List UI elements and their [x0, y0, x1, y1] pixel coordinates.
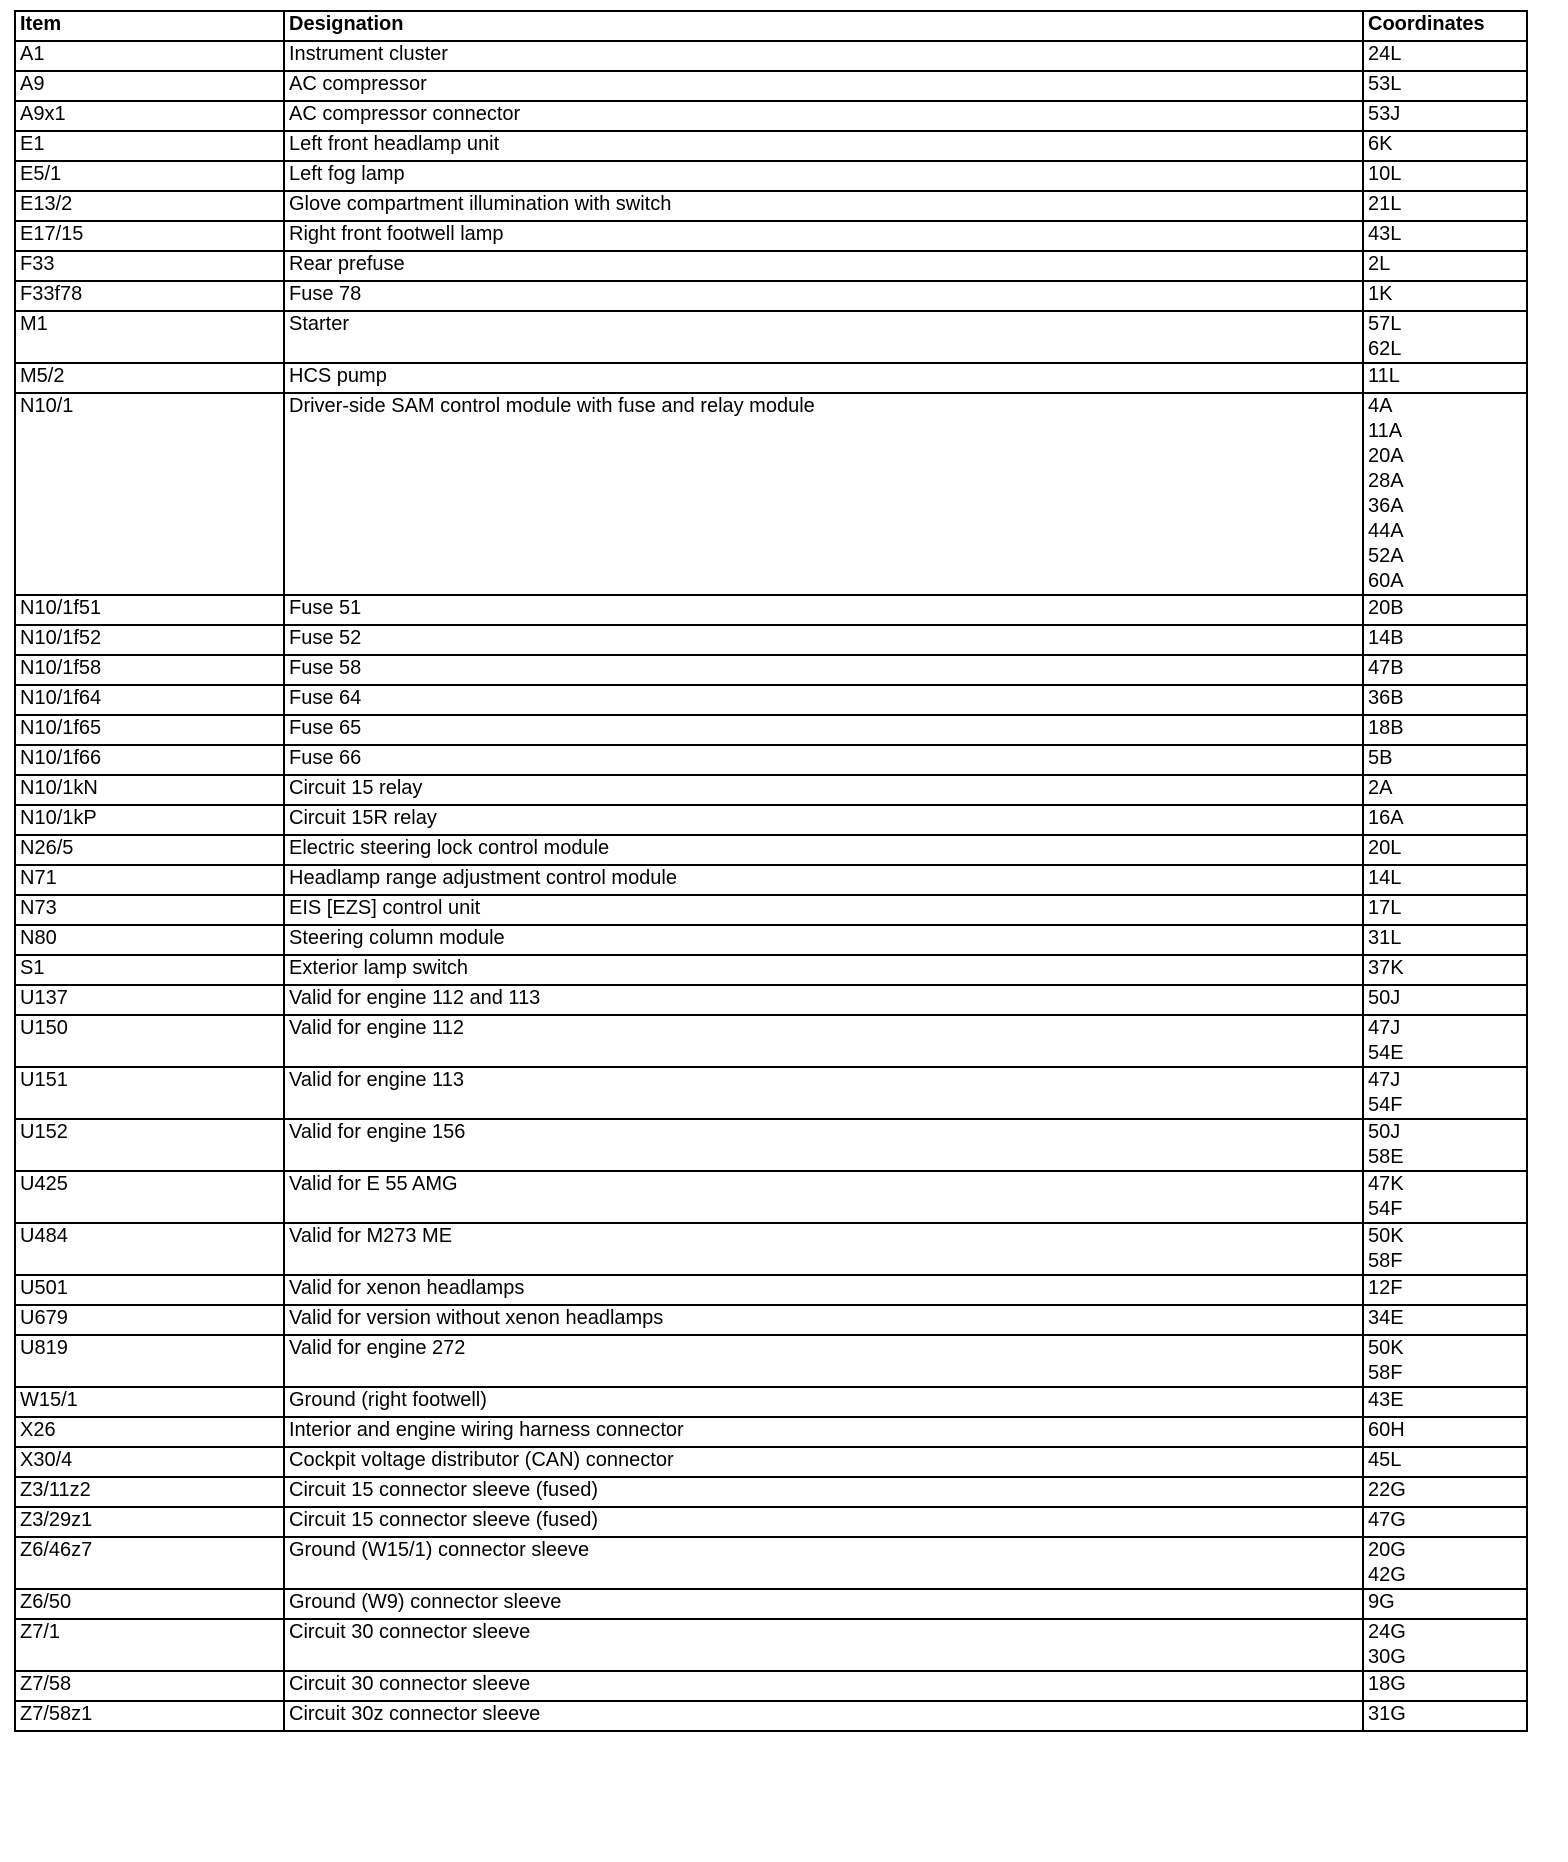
coordinates-cell [1363, 805, 1527, 835]
designation-cell: Valid for M273 ME [284, 1223, 1363, 1275]
coordinates-cell [1363, 1223, 1527, 1275]
coordinate-value: 4A [1368, 395, 1393, 417]
coordinates-cell [1363, 1671, 1527, 1701]
coordinate-value: 6K [1368, 133, 1393, 155]
coordinate-value: 44A [1368, 520, 1404, 542]
table-row [15, 685, 1527, 715]
designation-cell: Fuse 64 [284, 685, 1363, 715]
designation-cell: Ground (W15/1) connector sleeve [284, 1537, 1363, 1589]
item-cell: U150 [15, 1015, 284, 1067]
coordinates-cell [1363, 865, 1527, 895]
designation-cell: Circuit 30 connector sleeve [284, 1619, 1363, 1671]
coordinates-cell [1363, 161, 1527, 191]
item-cell: A9x1 [15, 101, 284, 131]
designation-cell: AC compressor connector [284, 101, 1363, 131]
item-cell: X26 [15, 1417, 284, 1447]
coordinates-cell [1363, 775, 1527, 805]
coordinate-value: 58F [1368, 1362, 1403, 1384]
table-row [15, 161, 1527, 191]
coordinate-value: 58F [1368, 1250, 1403, 1272]
designation-cell: Right front footwell lamp [284, 221, 1363, 251]
item-cell: Z6/46z7 [15, 1537, 284, 1589]
coordinates-cell [1363, 1171, 1527, 1223]
coordinate-value: 20G [1368, 1539, 1406, 1561]
table-row [15, 835, 1527, 865]
table-row [15, 745, 1527, 775]
coordinates-cell [1363, 715, 1527, 745]
item-cell: U137 [15, 985, 284, 1015]
item-cell: N10/1f58 [15, 655, 284, 685]
table-row [15, 1335, 1527, 1387]
item-cell: X30/4 [15, 1447, 284, 1477]
designation-cell: Headlamp range adjustment control module [284, 865, 1363, 895]
item-cell: M1 [15, 311, 284, 363]
coordinate-value: 43E [1368, 1389, 1404, 1411]
designation-cell: Circuit 15 relay [284, 775, 1363, 805]
designation-cell: Glove compartment illumination with switch [284, 191, 1363, 221]
coordinates-cell [1363, 895, 1527, 925]
item-cell: U679 [15, 1305, 284, 1335]
header-row [15, 11, 1527, 41]
table-row [15, 101, 1527, 131]
item-cell: N10/1f65 [15, 715, 284, 745]
item-cell: Z7/1 [15, 1619, 284, 1671]
coordinate-value: 12F [1368, 1277, 1403, 1299]
designation-cell: Rear prefuse [284, 251, 1363, 281]
table-row [15, 1507, 1527, 1537]
table-row [15, 1305, 1527, 1335]
coordinate-value: 50J [1368, 1121, 1401, 1143]
coordinate-value: 5B [1368, 747, 1393, 769]
coordinates-cell [1363, 101, 1527, 131]
designation-cell: Fuse 65 [284, 715, 1363, 745]
coordinate-value: 24G [1368, 1621, 1406, 1643]
table-row [15, 955, 1527, 985]
item-cell: U484 [15, 1223, 284, 1275]
header-coordinates: Coordinates [1363, 11, 1527, 41]
table-row [15, 1119, 1527, 1171]
designation-cell: Electric steering lock control module [284, 835, 1363, 865]
coordinate-value: 37K [1368, 957, 1404, 979]
table-row [15, 595, 1527, 625]
item-cell: E17/15 [15, 221, 284, 251]
designation-cell: EIS [EZS] control unit [284, 895, 1363, 925]
coordinates-cell [1363, 191, 1527, 221]
designation-cell: Ground (W9) connector sleeve [284, 1589, 1363, 1619]
header-item: Item [15, 11, 284, 41]
coordinate-value: 47K [1368, 1173, 1404, 1195]
item-cell: N26/5 [15, 835, 284, 865]
coordinate-value: 47J [1368, 1069, 1401, 1091]
designation-cell: Fuse 52 [284, 625, 1363, 655]
designation-cell: Valid for engine 113 [284, 1067, 1363, 1119]
coordinate-value: 45L [1368, 1449, 1402, 1471]
coordinate-value: 2A [1368, 777, 1393, 799]
table-row [15, 715, 1527, 745]
designation-cell: Valid for engine 112 and 113 [284, 985, 1363, 1015]
item-cell: N71 [15, 865, 284, 895]
table-row [15, 1387, 1527, 1417]
coordinate-value: 36B [1368, 687, 1404, 709]
coordinate-value: 60A [1368, 570, 1404, 592]
coordinates-cell [1363, 1305, 1527, 1335]
coordinates-cell [1363, 985, 1527, 1015]
designation-cell: Cockpit voltage distributor (CAN) connector [284, 1447, 1363, 1477]
item-cell: U425 [15, 1171, 284, 1223]
table-row [15, 1417, 1527, 1447]
item-cell: N10/1kN [15, 775, 284, 805]
designation-cell: HCS pump [284, 363, 1363, 393]
table-row [15, 363, 1527, 393]
designation-cell: Circuit 15R relay [284, 805, 1363, 835]
designation-cell: Driver-side SAM control module with fuse and relay module [284, 393, 1363, 595]
table-row [15, 925, 1527, 955]
coordinates-cell [1363, 745, 1527, 775]
table-row [15, 1015, 1527, 1067]
item-cell: S1 [15, 955, 284, 985]
table-row [15, 1067, 1527, 1119]
coordinate-value: 62L [1368, 338, 1402, 360]
coordinate-value: 58E [1368, 1146, 1404, 1168]
item-cell: Z6/50 [15, 1589, 284, 1619]
coordinates-cell [1363, 363, 1527, 393]
coordinate-value: 10L [1368, 163, 1402, 185]
coordinate-value: 54F [1368, 1094, 1403, 1116]
coordinates-cell [1363, 625, 1527, 655]
designation-cell: Exterior lamp switch [284, 955, 1363, 985]
table-row [15, 221, 1527, 251]
coordinates-cell [1363, 1447, 1527, 1477]
table-row [15, 191, 1527, 221]
item-cell: N10/1f52 [15, 625, 284, 655]
table-row [15, 1537, 1527, 1589]
coordinates-cell [1363, 1275, 1527, 1305]
coordinate-value: 47G [1368, 1509, 1406, 1531]
table-row [15, 805, 1527, 835]
coordinates-cell [1363, 1507, 1527, 1537]
coordinate-value: 36A [1368, 495, 1404, 517]
designation-cell: Steering column module [284, 925, 1363, 955]
designation-cell: Valid for engine 156 [284, 1119, 1363, 1171]
coordinates-cell [1363, 251, 1527, 281]
item-cell: N10/1f64 [15, 685, 284, 715]
coordinates-cell [1363, 221, 1527, 251]
coordinate-value: 54E [1368, 1042, 1404, 1064]
table-row [15, 1701, 1527, 1731]
item-cell: Z3/11z2 [15, 1477, 284, 1507]
coordinates-cell [1363, 311, 1527, 363]
coordinates-cell [1363, 835, 1527, 865]
coordinates-cell [1363, 1067, 1527, 1119]
coordinate-value: 18B [1368, 717, 1404, 739]
designation-cell: Circuit 15 connector sleeve (fused) [284, 1477, 1363, 1507]
coordinate-value: 17L [1368, 897, 1402, 919]
coordinate-value: 53J [1368, 103, 1401, 125]
designation-cell: Fuse 66 [284, 745, 1363, 775]
item-cell: N80 [15, 925, 284, 955]
designation-cell: Valid for E 55 AMG [284, 1171, 1363, 1223]
item-cell: Z3/29z1 [15, 1507, 284, 1537]
coordinate-value: 54F [1368, 1198, 1403, 1220]
coordinate-value: 1K [1368, 283, 1393, 305]
coordinates-cell [1363, 281, 1527, 311]
designation-cell: Valid for xenon headlamps [284, 1275, 1363, 1305]
table-row [15, 1223, 1527, 1275]
coordinate-value: 31L [1368, 927, 1402, 949]
table-row [15, 1671, 1527, 1701]
coordinate-value: 42G [1368, 1564, 1406, 1586]
designation-cell: Instrument cluster [284, 41, 1363, 71]
coordinate-value: 57L [1368, 313, 1402, 335]
coordinate-value: 30G [1368, 1646, 1406, 1668]
coordinate-value: 20L [1368, 837, 1402, 859]
coordinates-cell [1363, 1119, 1527, 1171]
coordinates-cell [1363, 655, 1527, 685]
coordinate-value: 11L [1368, 365, 1400, 387]
designation-cell: Fuse 78 [284, 281, 1363, 311]
coordinates-cell [1363, 595, 1527, 625]
designation-cell: Ground (right footwell) [284, 1387, 1363, 1417]
coordinate-value: 31G [1368, 1703, 1406, 1725]
designation-cell: Starter [284, 311, 1363, 363]
coordinate-value: 60H [1368, 1419, 1405, 1441]
coordinates-cell [1363, 1335, 1527, 1387]
coordinate-value: 47J [1368, 1017, 1401, 1039]
item-cell: A1 [15, 41, 284, 71]
coordinates-cell [1363, 393, 1527, 595]
table-header [15, 11, 1527, 41]
coordinate-value: 11A [1368, 420, 1403, 442]
table-row [15, 131, 1527, 161]
table-row [15, 393, 1527, 595]
item-cell: U501 [15, 1275, 284, 1305]
item-cell: N10/1 [15, 393, 284, 595]
coordinate-value: 47B [1368, 657, 1404, 679]
coordinate-value: 21L [1368, 193, 1402, 215]
item-cell: W15/1 [15, 1387, 284, 1417]
item-cell: N10/1f51 [15, 595, 284, 625]
coordinates-cell [1363, 1589, 1527, 1619]
table-body [15, 41, 1527, 1731]
designation-cell: Left front headlamp unit [284, 131, 1363, 161]
item-cell: U151 [15, 1067, 284, 1119]
header-designation: Designation [284, 11, 1363, 41]
designation-cell: Fuse 51 [284, 595, 1363, 625]
designation-cell: Valid for version without xenon headlamps [284, 1305, 1363, 1335]
coordinate-value: 52A [1368, 545, 1404, 567]
table-row [15, 865, 1527, 895]
coordinate-value: 9G [1368, 1591, 1395, 1613]
item-cell: A9 [15, 71, 284, 101]
coordinate-value: 50K [1368, 1337, 1404, 1359]
table-row [15, 985, 1527, 1015]
coordinates-cell [1363, 685, 1527, 715]
coordinate-value: 16A [1368, 807, 1404, 829]
table-row [15, 895, 1527, 925]
table-row [15, 41, 1527, 71]
item-cell: Z7/58z1 [15, 1701, 284, 1731]
component-legend-table [14, 10, 1528, 1732]
coordinate-value: 2L [1368, 253, 1391, 275]
coordinate-value: 50K [1368, 1225, 1404, 1247]
coordinate-value: 22G [1368, 1479, 1406, 1501]
coordinates-cell [1363, 71, 1527, 101]
coordinates-cell [1363, 1477, 1527, 1507]
item-cell: F33f78 [15, 281, 284, 311]
table-row [15, 1447, 1527, 1477]
table-row [15, 311, 1527, 363]
coordinates-cell [1363, 41, 1527, 71]
coordinates-cell [1363, 1701, 1527, 1731]
designation-cell: Valid for engine 272 [284, 1335, 1363, 1387]
item-cell: M5/2 [15, 363, 284, 393]
coordinates-cell [1363, 1387, 1527, 1417]
table-row [15, 1619, 1527, 1671]
designation-cell: Circuit 30z connector sleeve [284, 1701, 1363, 1731]
table-row [15, 1477, 1527, 1507]
coordinate-value: 20A [1368, 445, 1404, 467]
designation-cell: Fuse 58 [284, 655, 1363, 685]
item-cell: E13/2 [15, 191, 284, 221]
table-row [15, 625, 1527, 655]
item-cell: N10/1kP [15, 805, 284, 835]
item-cell: F33 [15, 251, 284, 281]
coordinate-value: 50J [1368, 987, 1401, 1009]
table-row [15, 281, 1527, 311]
table-row [15, 1171, 1527, 1223]
item-cell: Z7/58 [15, 1671, 284, 1701]
designation-cell: Left fog lamp [284, 161, 1363, 191]
coordinate-value: 53L [1368, 73, 1402, 95]
item-cell: E1 [15, 131, 284, 161]
item-cell: N10/1f66 [15, 745, 284, 775]
coordinate-value: 43L [1368, 223, 1402, 245]
item-cell: E5/1 [15, 161, 284, 191]
coordinates-cell [1363, 1417, 1527, 1447]
coordinate-value: 14L [1368, 867, 1402, 889]
coordinate-value: 24L [1368, 43, 1402, 65]
table-row [15, 655, 1527, 685]
item-cell: U819 [15, 1335, 284, 1387]
table-row [15, 251, 1527, 281]
designation-cell: Circuit 15 connector sleeve (fused) [284, 1507, 1363, 1537]
designation-cell: Circuit 30 connector sleeve [284, 1671, 1363, 1701]
coordinates-cell [1363, 1015, 1527, 1067]
coordinate-value: 20B [1368, 597, 1404, 619]
coordinates-cell [1363, 1537, 1527, 1589]
coordinates-cell [1363, 955, 1527, 985]
coordinate-value: 18G [1368, 1673, 1406, 1695]
item-cell: U152 [15, 1119, 284, 1171]
coordinates-cell [1363, 925, 1527, 955]
table-row [15, 1275, 1527, 1305]
designation-cell: AC compressor [284, 71, 1363, 101]
coordinate-value: 28A [1368, 470, 1404, 492]
table-row [15, 71, 1527, 101]
table-row [15, 1589, 1527, 1619]
designation-cell: Interior and engine wiring harness connector [284, 1417, 1363, 1447]
coordinates-cell [1363, 131, 1527, 161]
coordinates-cell [1363, 1619, 1527, 1671]
item-cell: N73 [15, 895, 284, 925]
coordinate-value: 14B [1368, 627, 1404, 649]
coordinate-value: 34E [1368, 1307, 1404, 1329]
designation-cell: Valid for engine 112 [284, 1015, 1363, 1067]
table-row [15, 775, 1527, 805]
